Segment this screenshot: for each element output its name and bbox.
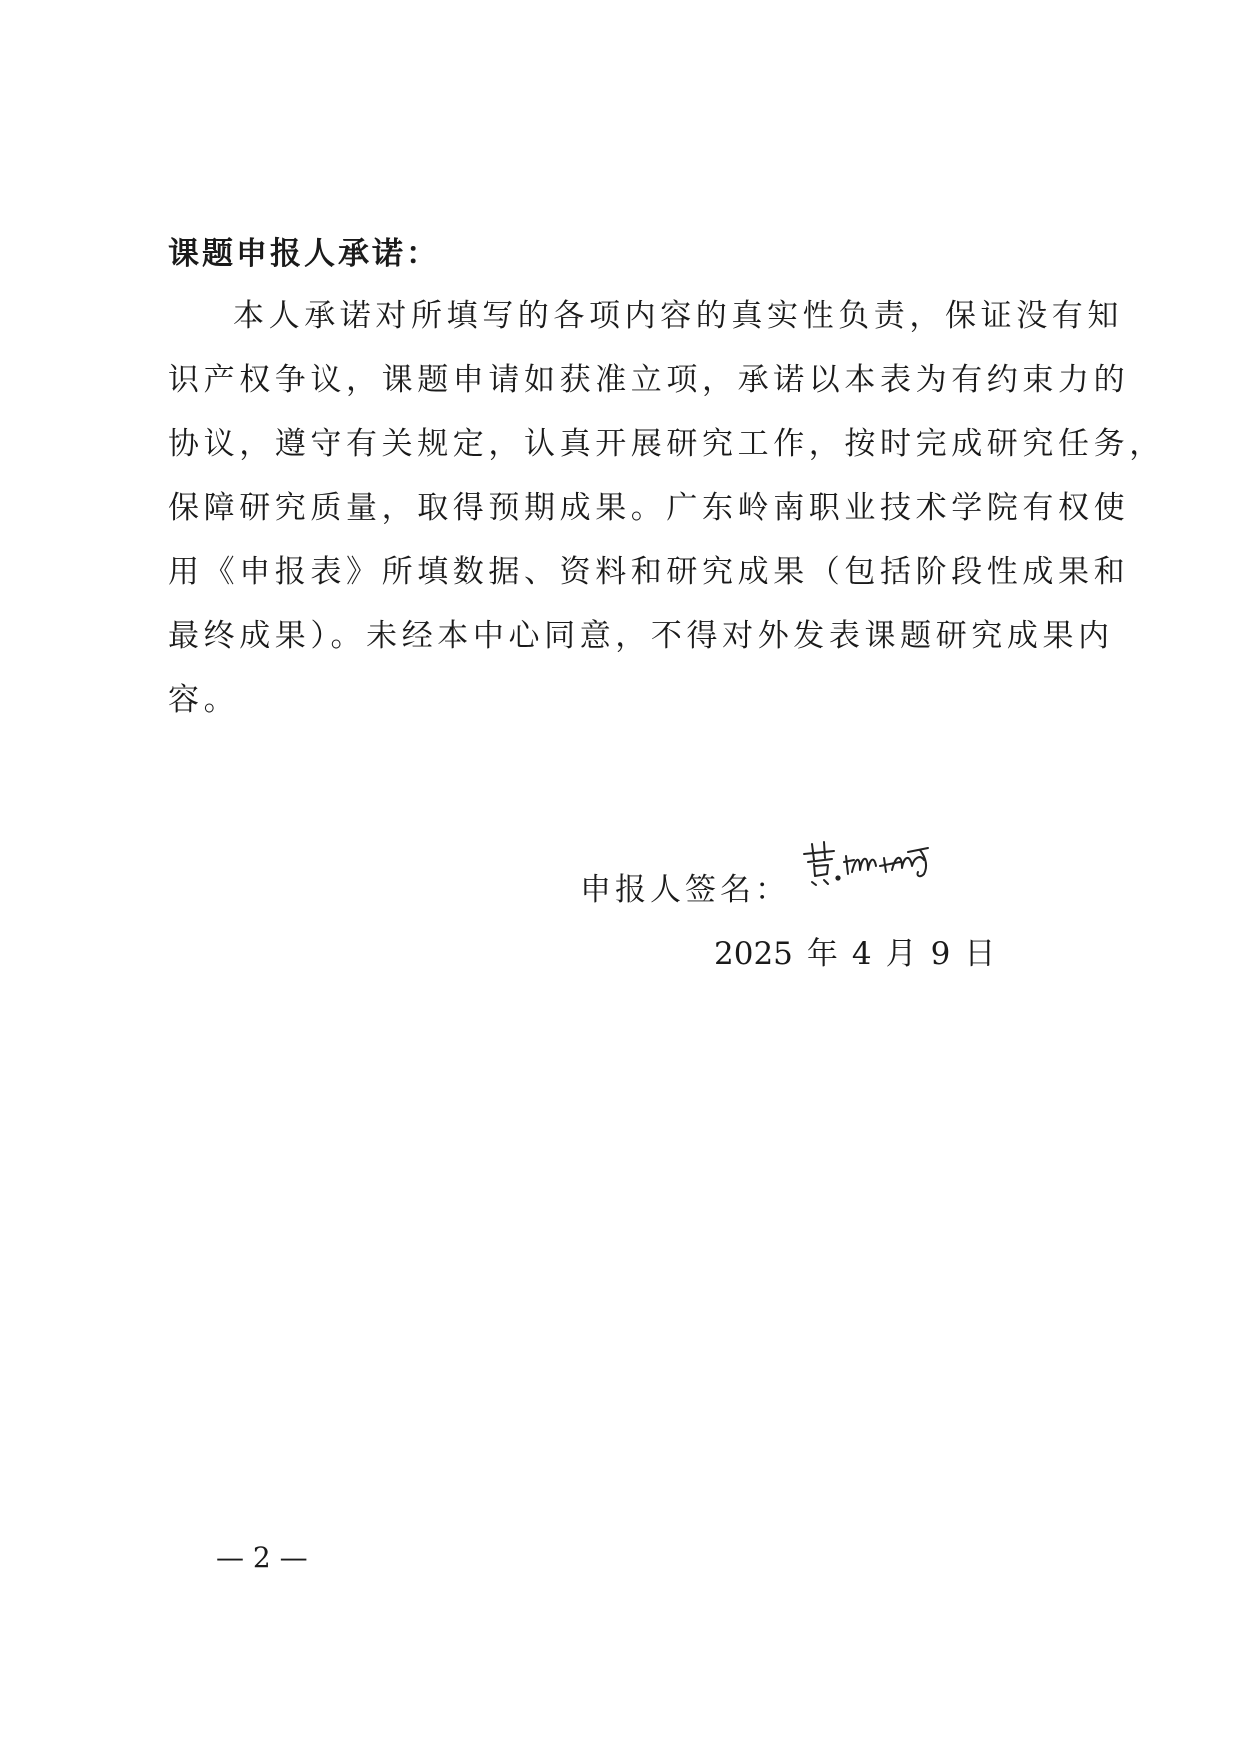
date-month-unit: 月	[885, 936, 917, 972]
paragraph-line: 用《申报表》所填数据、资料和研究成果（包括阶段性成果和	[168, 554, 1130, 590]
page-number: — 2 —	[216, 1541, 308, 1574]
paragraph-line: 保障研究质量，取得预期成果。广东岭南职业技术学院有权使	[168, 490, 1130, 526]
date-day: 9	[930, 936, 951, 972]
date-day-unit: 日	[964, 936, 996, 972]
paragraph-line: 识产权争议，课题申请如获准立项，承诺以本表为有约束力的	[168, 362, 1130, 398]
date-year-unit: 年	[806, 936, 838, 972]
date-month: 4	[851, 936, 872, 972]
handwritten-signature	[800, 836, 960, 896]
commitment-heading: 课题申报人承诺：	[168, 236, 440, 272]
date-year: 2025	[714, 936, 793, 972]
paragraph-line: 本人承诺对所填写的各项内容的真实性负责，保证没有知	[233, 298, 1123, 334]
signature-label: 申报人签名：	[580, 872, 790, 908]
paragraph-line: 最终成果）。未经本中心同意，不得对外发表课题研究成果内	[168, 618, 1114, 654]
commitment-paragraph	[168, 284, 1165, 732]
paragraph-line: 容。	[168, 682, 240, 718]
paragraph-line: 协议，遵守有关规定，认真开展研究工作，按时完成研究任务，	[168, 426, 1165, 462]
signing-date	[714, 932, 1009, 976]
